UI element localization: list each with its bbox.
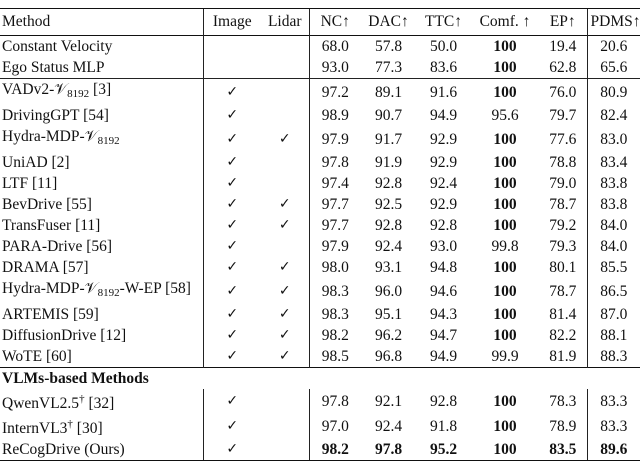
image-check: ✓ <box>203 173 261 194</box>
metric-ep: 83.5 <box>539 439 587 461</box>
method-cell <box>0 236 203 257</box>
metric-dac: 91.9 <box>374 154 403 171</box>
metric-dac: 92.4 <box>374 418 403 435</box>
metric-dac: 96.8 <box>374 348 403 365</box>
metric-comf: 100 <box>493 59 517 76</box>
metric-nc: 98.3 <box>309 278 361 304</box>
method-name: Constant Velocity <box>2 38 113 55</box>
metric-pdms: 84.0 <box>587 215 640 236</box>
metric-comf: 100 <box>493 259 517 276</box>
method-name: InternVL3 <box>2 420 68 437</box>
metric-ttc: 92.8 <box>429 217 458 234</box>
col-ep: EP↑ <box>539 9 587 36</box>
lidar-check <box>261 105 309 126</box>
image-check: ✓ <box>203 105 261 126</box>
image-check: ✓ <box>203 304 261 325</box>
metric-ep: 81.4 <box>549 306 577 323</box>
method-name: WoTE [60] <box>2 348 72 365</box>
metric-comf: 95.6 <box>491 107 519 124</box>
metric-ep: 78.7 <box>549 196 577 213</box>
metric-pdms: 83.0 <box>587 126 640 152</box>
metric-nc: 98.2 <box>309 325 361 346</box>
metric-pdms: 86.5 <box>587 278 640 304</box>
image-check: ✓ <box>203 414 261 439</box>
col-image: Image <box>203 9 261 36</box>
lidar-check: ✓ <box>278 196 291 212</box>
metric-comf: 100 <box>493 130 517 148</box>
table-row <box>0 36 640 58</box>
lidar-check <box>261 152 309 173</box>
table-row <box>0 325 640 346</box>
metric-pdms: 83.3 <box>587 389 640 414</box>
method-name: QwenVL2.5 <box>2 395 80 412</box>
metric-nc: 97.9 <box>309 236 361 257</box>
lidar-check: ✓ <box>278 282 291 299</box>
metric-pdms: 88.1 <box>587 325 640 346</box>
metric-pdms: 87.0 <box>587 304 640 325</box>
lidar-check: ✓ <box>278 259 291 275</box>
metric-dac: 97.8 <box>361 439 416 461</box>
metric-pdms: 88.3 <box>587 346 640 368</box>
metric-ttc: 93.0 <box>429 238 458 255</box>
metric-ttc: 95.2 <box>416 439 471 461</box>
method-citation: -W-EP [58] <box>119 280 191 297</box>
metric-ttc: 92.9 <box>429 196 458 213</box>
method-cell <box>0 389 203 414</box>
metric-dac: 93.1 <box>374 259 403 276</box>
image-check: ✓ <box>203 236 261 257</box>
metric-comf: 100 <box>493 418 517 435</box>
image-check: ✓ <box>203 152 261 173</box>
metric-ep: 78.8 <box>549 154 577 171</box>
table-row <box>0 152 640 173</box>
metric-ttc: 92.8 <box>429 393 458 410</box>
metric-ep: 79.3 <box>549 238 577 255</box>
metric-ttc: 94.8 <box>429 259 458 276</box>
image-check: ✓ <box>203 278 261 304</box>
metric-nc: 97.7 <box>309 194 361 215</box>
metric-pdms: 65.6 <box>587 57 640 79</box>
metric-pdms: 84.0 <box>587 236 640 257</box>
metric-nc: 97.4 <box>309 173 361 194</box>
metric-comf: 100 <box>493 282 517 300</box>
col-dac: DAC↑ <box>361 9 416 36</box>
header-row <box>0 9 640 36</box>
metric-dac: 91.7 <box>374 130 403 148</box>
metric-dac: 92.5 <box>374 196 403 213</box>
metric-dac: 92.8 <box>374 217 403 234</box>
image-check: ✓ <box>203 257 261 278</box>
method-citation: [3] <box>89 81 112 98</box>
metric-nc: 97.0 <box>309 414 361 439</box>
metric-comf: 100 <box>493 327 517 344</box>
metric-ep: 79.0 <box>549 175 577 192</box>
table-row <box>0 57 640 79</box>
metric-dac: 95.1 <box>374 306 403 323</box>
metric-nc: 68.0 <box>309 36 361 58</box>
method-name: PARA-Drive [56] <box>2 238 113 255</box>
method-cell <box>0 325 203 346</box>
col-comf: Comf. ↑ <box>471 9 539 36</box>
metric-comf: 100 <box>471 79 539 106</box>
lidar-check <box>261 389 309 414</box>
metric-ep: 81.9 <box>549 348 577 365</box>
metric-ep: 76.0 <box>539 79 587 106</box>
lidar-check <box>261 79 309 106</box>
lidar-check <box>261 57 309 79</box>
method-cell <box>0 439 203 461</box>
lidar-check: ✓ <box>278 306 291 322</box>
method-name: DiffusionDrive [12] <box>2 327 127 344</box>
method-cell <box>0 304 203 325</box>
table-row <box>0 346 640 368</box>
metric-nc: 97.9 <box>309 126 361 152</box>
metric-comf: 100 <box>493 175 517 192</box>
metric-ttc: 94.3 <box>429 306 458 323</box>
method-cell <box>0 414 203 439</box>
method-name: Ego Status MLP <box>2 59 105 76</box>
col-ttc: TTC↑ <box>416 9 471 36</box>
metric-pdms: 89.6 <box>587 439 640 461</box>
section-title: VLMs-based Methods <box>0 368 640 390</box>
table-row <box>0 304 640 325</box>
metric-ttc: 92.4 <box>429 175 458 192</box>
image-check: ✓ <box>203 194 261 215</box>
metric-comf: 99.8 <box>491 238 519 255</box>
metric-nc: 93.0 <box>309 57 361 79</box>
col-lidar: Lidar <box>261 9 309 36</box>
method-cell <box>0 152 203 173</box>
metric-pdms: 82.4 <box>587 105 640 126</box>
metric-ttc: 94.6 <box>429 282 458 300</box>
lidar-check <box>261 36 309 58</box>
metric-dac: 57.8 <box>361 36 416 58</box>
metric-dac: 92.8 <box>374 175 403 192</box>
metric-pdms: 83.4 <box>587 152 640 173</box>
metric-ep: 80.1 <box>549 259 577 276</box>
table-row <box>0 215 640 236</box>
method-cell <box>0 57 203 79</box>
metric-ep: 62.8 <box>549 59 577 76</box>
metric-nc: 97.8 <box>309 389 361 414</box>
metric-dac: 90.7 <box>374 107 403 124</box>
method-subscript: 8192 <box>97 287 120 299</box>
metric-comf: 100 <box>493 306 517 323</box>
metric-ttc: 94.7 <box>429 327 458 344</box>
image-check: ✓ <box>203 79 261 106</box>
lidar-check: ✓ <box>278 327 291 343</box>
method-name: BevDrive [55] <box>2 196 92 213</box>
metric-ep: 82.2 <box>549 327 577 344</box>
image-check: ✓ <box>203 439 261 461</box>
method-cell <box>0 79 203 106</box>
method-superscript: † <box>67 418 73 430</box>
method-name: UniAD [2] <box>2 154 70 171</box>
method-name: VADv2-𝒱 <box>2 81 68 98</box>
method-superscript: † <box>79 393 85 405</box>
method-cell <box>0 126 203 152</box>
lidar-check <box>261 173 309 194</box>
metric-comf: 100 <box>493 217 517 234</box>
metric-comf: 100 <box>471 439 539 461</box>
metric-ttc: 94.9 <box>429 107 458 124</box>
lidar-check <box>261 414 309 439</box>
table-body <box>0 36 640 461</box>
lidar-check: ✓ <box>278 217 291 233</box>
metric-dac: 96.2 <box>374 327 403 344</box>
image-check: ✓ <box>203 215 261 236</box>
method-subscript: 8192 <box>97 135 120 147</box>
method-subscript: 8192 <box>67 88 90 100</box>
table-row <box>0 194 640 215</box>
metric-pdms: 83.3 <box>587 414 640 439</box>
method-name: ReCogDrive (Ours) <box>2 441 125 458</box>
image-check: ✓ <box>203 126 261 152</box>
image-check <box>203 36 261 58</box>
method-name: Hydra-MDP-𝒱 <box>2 128 98 145</box>
metric-dac: 96.0 <box>374 282 403 300</box>
metric-ttc: 50.0 <box>416 36 471 58</box>
metric-nc: 98.5 <box>309 346 361 368</box>
table-row <box>0 257 640 278</box>
method-cell <box>0 215 203 236</box>
method-name: DrivingGPT [54] <box>2 107 109 124</box>
metric-nc: 97.2 <box>309 79 361 106</box>
metric-ttc: 92.9 <box>429 154 458 171</box>
method-cell <box>0 173 203 194</box>
metric-ep: 19.4 <box>539 36 587 58</box>
table-row <box>0 173 640 194</box>
image-check <box>203 57 261 79</box>
metric-ep: 78.3 <box>549 393 577 410</box>
lidar-check: ✓ <box>278 348 291 364</box>
metric-nc: 97.7 <box>309 215 361 236</box>
image-check: ✓ <box>203 325 261 346</box>
metric-pdms: 83.8 <box>587 194 640 215</box>
method-name: DRAMA [57] <box>2 259 89 276</box>
method-name: ARTEMIS [59] <box>2 306 99 323</box>
method-name: LTF [11] <box>2 175 58 192</box>
method-name: TransFuser [11] <box>2 217 101 234</box>
table-row <box>0 439 640 461</box>
lidar-check <box>261 236 309 257</box>
metric-ttc: 92.9 <box>429 130 458 148</box>
metric-nc: 98.0 <box>309 257 361 278</box>
metric-pdms: 80.9 <box>587 79 640 106</box>
metric-comf: 100 <box>493 154 517 171</box>
method-citation: [30] <box>72 420 103 437</box>
section-row <box>0 368 640 390</box>
metric-dac: 92.4 <box>374 238 403 255</box>
metric-ttc: 91.8 <box>429 418 458 435</box>
metric-comf: 100 <box>493 393 517 410</box>
table-row <box>0 105 640 126</box>
metric-ttc: 94.9 <box>429 348 458 365</box>
metric-pdms: 20.6 <box>587 36 640 58</box>
metric-ep: 78.9 <box>549 418 577 435</box>
metric-ep: 77.6 <box>549 130 577 148</box>
method-cell <box>0 105 203 126</box>
metric-nc: 98.2 <box>309 439 361 461</box>
method-cell <box>0 36 203 58</box>
metric-ep: 79.2 <box>549 217 577 234</box>
metric-ttc: 91.6 <box>416 79 471 106</box>
table-row <box>0 278 640 304</box>
method-name: Hydra-MDP-𝒱 <box>2 280 98 297</box>
metric-pdms: 83.8 <box>587 173 640 194</box>
metric-comf: 100 <box>493 196 517 213</box>
method-cell <box>0 194 203 215</box>
image-check: ✓ <box>203 346 261 368</box>
metric-ttc: 83.6 <box>429 59 458 76</box>
metric-ep: 79.7 <box>549 107 577 124</box>
table-row <box>0 79 640 106</box>
metric-nc: 97.8 <box>309 152 361 173</box>
navsim-results-table <box>0 8 640 461</box>
metric-comf: 100 <box>471 36 539 58</box>
lidar-check <box>261 439 309 461</box>
table-row <box>0 414 640 439</box>
method-cell <box>0 257 203 278</box>
metric-ep: 78.7 <box>549 282 577 300</box>
table-row <box>0 236 640 257</box>
method-cell <box>0 346 203 368</box>
table-row <box>0 126 640 152</box>
metric-dac: 92.1 <box>374 393 403 410</box>
table-row <box>0 389 640 414</box>
col-pdms: PDMS↑ <box>587 9 640 36</box>
col-nc: NC↑ <box>309 9 361 36</box>
metric-nc: 98.3 <box>309 304 361 325</box>
method-cell <box>0 278 203 304</box>
col-method: Method <box>0 9 203 36</box>
metric-nc: 98.9 <box>309 105 361 126</box>
metric-dac: 89.1 <box>361 79 416 106</box>
metric-pdms: 85.5 <box>587 257 640 278</box>
metric-comf: 99.9 <box>491 348 519 365</box>
method-citation: [32] <box>84 395 115 412</box>
lidar-check: ✓ <box>278 130 291 147</box>
metric-dac: 77.3 <box>374 59 403 76</box>
image-check: ✓ <box>203 389 261 414</box>
